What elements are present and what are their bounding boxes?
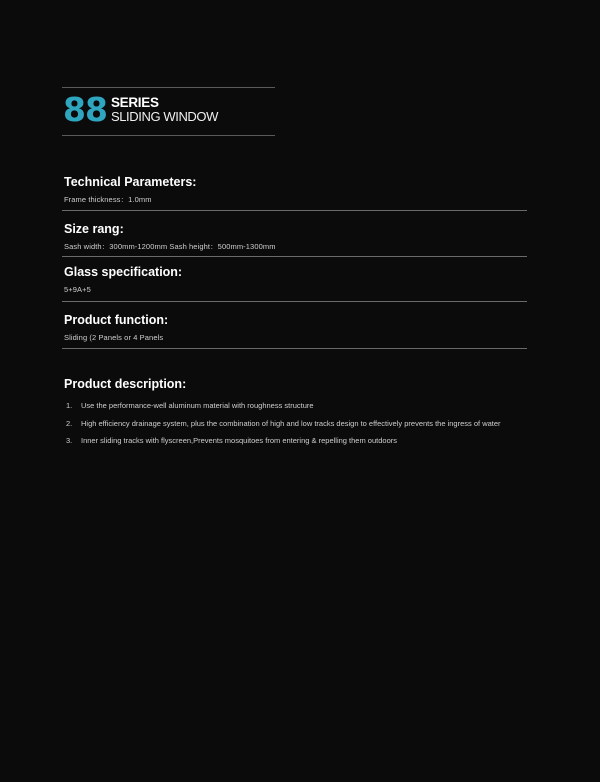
section-divider <box>62 256 527 257</box>
list-item-number: 1. <box>66 401 73 410</box>
section-value: Sash width：300mm-1200mm Sash height：500mm-1300mm <box>64 242 276 251</box>
section-title: Technical Parameters: <box>64 175 197 189</box>
list-item <box>66 415 536 433</box>
product-description-list <box>66 397 536 450</box>
header-bottom-divider <box>62 135 275 136</box>
product-description-title: Product description: <box>64 377 187 391</box>
section-title: Size rang: <box>64 222 124 236</box>
section-title: Glass specification: <box>64 265 183 279</box>
product-name: SLIDING WINDOW <box>110 109 219 125</box>
list-item-text: High efficiency drainage system, plus the combination of high and low tracks design to effectively prevents the ingress of water <box>81 418 501 428</box>
series-label: SERIES <box>110 94 159 110</box>
list-item-text: Inner sliding tracks with flyscreen,Prevents mosquitoes from entering & repelling them outdoors <box>81 436 397 445</box>
section-divider <box>62 301 527 302</box>
list-item-text: Use the performance-well aluminum material with roughness structure <box>81 401 314 410</box>
section-title: Product function: <box>64 313 169 327</box>
section-divider <box>62 210 527 211</box>
technical-parameters-section <box>64 175 196 205</box>
section-divider <box>62 348 527 349</box>
list-item <box>66 432 536 450</box>
series-label-group <box>111 96 218 124</box>
glass-specification-section <box>64 265 182 295</box>
section-value: Sliding (2 Panels or 4 Panels <box>64 333 164 342</box>
list-item <box>66 397 536 415</box>
list-item-number: 2. <box>66 418 73 428</box>
list-item-number: 3. <box>66 436 73 445</box>
section-value: Frame thickness：1.0mm <box>64 195 152 204</box>
series-brand <box>63 90 219 129</box>
size-range-section <box>64 222 276 252</box>
product-function-section <box>64 313 168 343</box>
header-top-divider <box>62 87 275 88</box>
series-number: 88 <box>63 90 107 129</box>
section-value: 5+9A+5 <box>64 285 91 294</box>
